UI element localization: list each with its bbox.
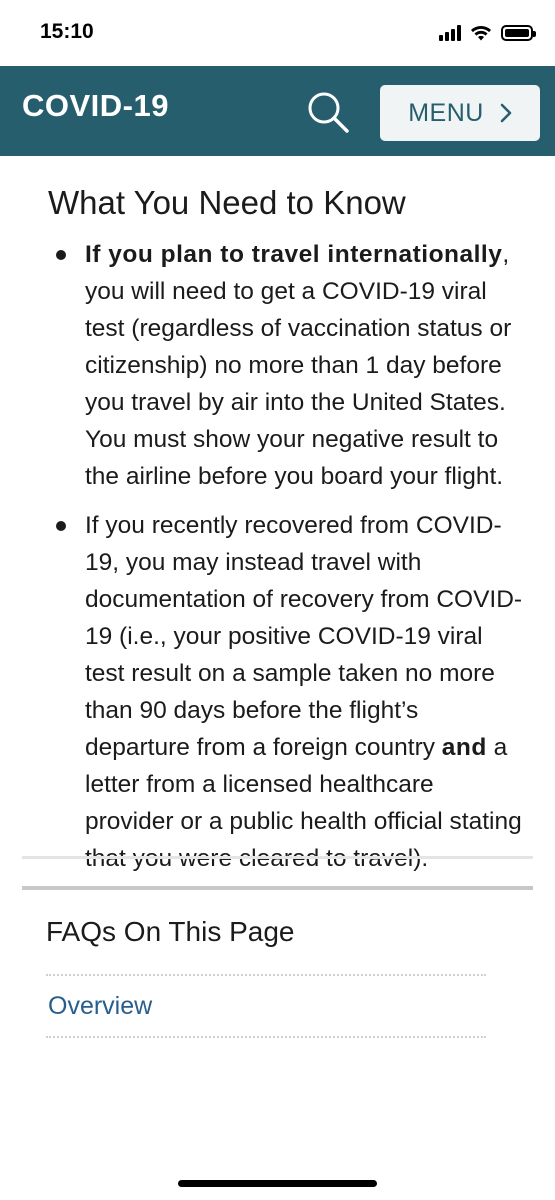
dotted-divider xyxy=(46,1036,486,1038)
section-title: What You Need to Know xyxy=(48,184,406,221)
divider xyxy=(22,856,533,859)
list-item-text: , you will need to get a COVID-19 viral test (regardless of vaccination status or citizenship) no more than 1 day before you travel by air into the United States. You must show your negative result to the airline before you board your flight. xyxy=(85,241,512,490)
faq-link-overview[interactable]: Overview xyxy=(48,992,153,1020)
home-indicator[interactable] xyxy=(178,1180,377,1187)
status-time: 15:10 xyxy=(40,20,94,43)
menu-button[interactable] xyxy=(380,85,540,141)
list-item-text: a letter from a licensed healthcare provider or a public health official stating xyxy=(85,734,522,835)
faq-title: FAQs On This Page xyxy=(46,916,295,947)
list-item-bold: and xyxy=(441,734,487,761)
site-header xyxy=(0,66,555,156)
list-item xyxy=(48,236,528,495)
dotted-divider xyxy=(46,974,486,976)
list-item xyxy=(48,507,528,877)
status-bar xyxy=(0,0,555,66)
chevron-right-icon xyxy=(500,103,512,123)
divider xyxy=(22,886,533,890)
list-item-text: If you recently recovered from COVID-19, you may instead travel with documentation of recovery from COVID-19 (i.e., your positive COVID-19 viral test result on a sample taken no more than 90 days before the flight’s departure from a foreign country xyxy=(85,512,523,761)
battery-icon xyxy=(501,25,533,41)
wifi-icon xyxy=(469,24,493,42)
menu-label: MENU xyxy=(408,98,484,127)
list-item-bold: If you plan to travel internationally xyxy=(85,241,503,268)
search-button[interactable] xyxy=(300,84,356,140)
info-list xyxy=(48,236,528,889)
status-icons xyxy=(439,22,533,44)
search-icon xyxy=(305,89,351,135)
signal-icon xyxy=(439,25,461,41)
site-title[interactable]: COVID-19 xyxy=(22,88,169,123)
